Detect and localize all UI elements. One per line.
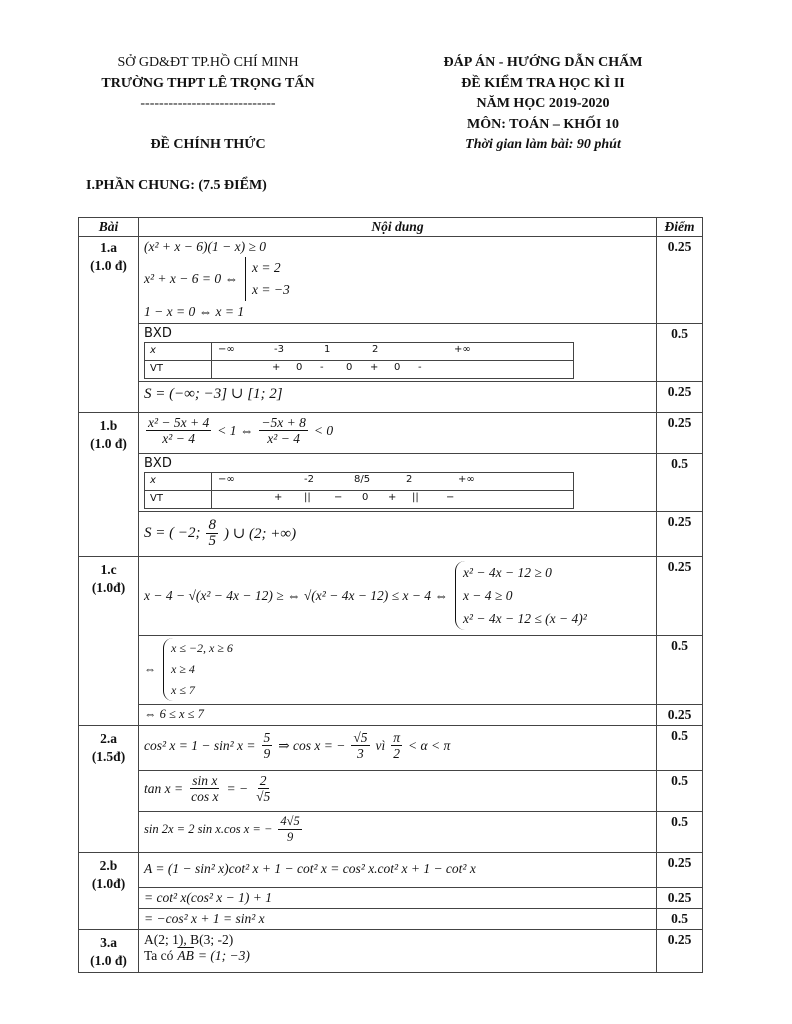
x-value: −∞: [218, 474, 235, 485]
header-right: [398, 53, 688, 156]
x-value: 2: [372, 344, 379, 355]
content-cell: [139, 909, 657, 930]
score-cell: 0.25: [657, 382, 703, 413]
question-label-3a: [79, 930, 139, 973]
sign-value: 0: [362, 492, 369, 503]
math-line: ⇔ 6 ≤ x ≤ 7: [144, 707, 204, 721]
x-value: +∞: [454, 344, 471, 355]
school-name: TRƯỜNG THPT LÊ TRỌNG TẤN: [101, 75, 315, 91]
math-line: = −cos² x + 1 = sin² x: [144, 911, 265, 926]
sign-value: -: [418, 362, 422, 373]
sign-table-x-label: x: [145, 343, 212, 361]
question-label-1c: [79, 557, 139, 726]
content-cell: [139, 726, 657, 771]
fraction-numerator: 8: [208, 517, 216, 533]
sign-table-label: BXD: [144, 326, 172, 341]
question-number: 1.a: [100, 240, 117, 255]
sign-value: −: [446, 492, 455, 503]
sign-table: [144, 342, 574, 379]
math-line: A = (1 − sin² x)cot² x + 1 − cot² x = cos² x.cot² x + 1 − cot² x: [144, 861, 476, 876]
score-cell: 0.25: [657, 512, 703, 557]
score-cell: 0.5: [657, 636, 703, 705]
table-row: [79, 237, 703, 324]
math-line: sin 2x = 2 sin x.cos x = −: [144, 822, 273, 836]
subject: MÔN: TOÁN – KHỐI 10: [467, 116, 619, 132]
score-cell: 0.5: [657, 909, 703, 930]
fraction-denominator: 3: [357, 746, 364, 761]
table-row: [79, 909, 703, 930]
question-label-1a: [79, 237, 139, 413]
table-row: [79, 771, 703, 812]
content-cell: [139, 930, 657, 973]
fraction-numerator: sin x: [192, 773, 218, 788]
content-cell: [139, 888, 657, 909]
fraction-numerator: π: [393, 730, 401, 745]
content-cell: [139, 557, 657, 636]
question-points: (1.0 đ): [90, 953, 127, 968]
fraction-denominator: 9: [286, 830, 294, 844]
fraction-denominator: x² − 4: [267, 431, 300, 446]
department-name: SỞ GD&ĐT TP.HỒ CHÍ MINH: [117, 55, 299, 70]
content-cell: [139, 413, 657, 454]
condition: x ≤ −2, x ≥ 6: [171, 641, 233, 655]
section-title: I.PHẦN CHUNG: (7.5 ĐIỂM): [86, 178, 267, 193]
table-row: [79, 557, 703, 636]
sign-value: 0: [296, 362, 303, 373]
school-year: NĂM HỌC 2019-2020: [476, 96, 610, 111]
question-points: (1.0 đ): [90, 258, 127, 273]
score-cell: 0.25: [657, 853, 703, 888]
table-row: [79, 726, 703, 771]
x-value: +∞: [458, 474, 475, 485]
vector-name: $\overline{AB}$: [177, 948, 194, 963]
table-row: [79, 454, 703, 512]
fraction-numerator: −5x + 8: [261, 415, 306, 430]
score-cell: 0.25: [657, 237, 703, 324]
content-cell: [139, 512, 657, 557]
fraction-numerator: x² − 5x + 4: [148, 415, 210, 430]
content-cell: [139, 636, 657, 705]
col-header-bai: Bài: [79, 218, 139, 237]
fraction-numerator: 2: [259, 773, 267, 788]
solution-set: ) ∪ (2; +∞): [223, 526, 297, 542]
table-row: [79, 324, 703, 382]
sign-value: ||: [412, 492, 419, 503]
fraction-denominator: 5: [208, 533, 216, 549]
score-cell: 0.5: [657, 324, 703, 382]
score-cell: 0.5: [657, 771, 703, 812]
condition: x ≥ 4: [171, 662, 195, 676]
math-line: < α < π: [408, 737, 451, 753]
math-operator: < 1 ⇔: [217, 422, 254, 438]
math-operator: < 0: [313, 422, 334, 438]
fraction-denominator: 2: [393, 746, 400, 761]
sign-table-vt-row: [212, 491, 574, 509]
x-value: 8/5: [354, 474, 371, 485]
solution-set: S = (−∞; −3] ∪ [1; 2]: [144, 386, 283, 402]
score-cell: 0.5: [657, 726, 703, 771]
table-row: [79, 382, 703, 413]
sign-value: 0: [346, 362, 353, 373]
exam-name: ĐỀ KIỂM TRA HỌC KÌ II: [461, 75, 625, 91]
content-cell: [139, 382, 657, 413]
table-row: [79, 930, 703, 973]
sign-table-vt-label: VT: [145, 491, 212, 509]
score-cell: 0.25: [657, 930, 703, 973]
sign-value: 0: [394, 362, 401, 373]
table-header-row: [79, 218, 703, 237]
col-header-diem: Điểm: [657, 218, 703, 237]
fraction-numerator: √5: [353, 730, 368, 745]
x-value: -2: [304, 474, 314, 485]
text-line: A(2; 1), B(3; -2): [144, 932, 234, 947]
fraction-denominator: √5: [256, 789, 271, 804]
fraction-denominator: x² − 4: [162, 431, 195, 446]
question-number: 1.b: [99, 418, 118, 433]
content-cell: [139, 853, 657, 888]
content-cell: [139, 705, 657, 726]
question-points: (1.0đ): [91, 580, 126, 595]
fraction-numerator: 5: [263, 730, 271, 745]
sign-table-x-row: [212, 473, 574, 491]
math-line: = (1; −3): [197, 948, 250, 963]
doc-title: ĐÁP ÁN - HƯỚNG DẪN CHẤM: [443, 55, 643, 70]
question-label-1b: [79, 413, 139, 557]
sign-table: [144, 472, 574, 509]
table-row: [79, 636, 703, 705]
x-value: -3: [274, 344, 284, 355]
math-line: 1 − x = 0 ⇔ x = 1: [144, 304, 245, 319]
official-label: ĐỀ CHÍNH THỨC: [150, 136, 266, 152]
sign-table-vt-row: [212, 361, 574, 379]
score-cell: 0.5: [657, 812, 703, 853]
score-cell: 0.25: [657, 557, 703, 636]
x-value: 1: [324, 344, 331, 355]
table-row: [79, 413, 703, 454]
sign-value: −: [334, 492, 343, 503]
sign-value: +: [388, 492, 397, 503]
root: x = −3: [252, 282, 290, 297]
score-cell: 0.5: [657, 454, 703, 512]
table-row: [79, 812, 703, 853]
solution-set: S = ( −2;: [144, 525, 201, 541]
content-cell: [139, 237, 657, 324]
question-points: (1.5đ): [91, 749, 126, 764]
question-number: 2.b: [99, 858, 118, 873]
sign-value: +: [272, 362, 281, 373]
sign-value: +: [274, 492, 283, 503]
question-label-2b: [79, 853, 139, 930]
condition: x² − 4x − 12 ≤ (x − 4)²: [462, 611, 587, 626]
condition: x ≤ 7: [171, 683, 195, 697]
question-points: (1.0đ): [91, 876, 126, 891]
header-divider: -----------------------------: [140, 96, 276, 111]
x-value: 2: [406, 474, 413, 485]
col-header-noidung: Nội dung: [139, 218, 657, 237]
question-number: 1.c: [100, 562, 117, 577]
fraction-denominator: cos x: [191, 789, 219, 804]
sign-table-vt-label: VT: [145, 361, 212, 379]
score-cell: 0.25: [657, 705, 703, 726]
x-value: −∞: [218, 344, 235, 355]
content-cell: [139, 771, 657, 812]
condition: x − 4 ≥ 0: [462, 588, 513, 603]
math-line: = cot² x(cos² x − 1) + 1: [144, 890, 273, 905]
root: x = 2: [252, 260, 281, 275]
content-cell: [139, 324, 657, 382]
math-line: cos² x = 1 − sin² x =: [144, 737, 256, 753]
question-points: (1.0 đ): [90, 436, 127, 451]
question-number: 3.a: [100, 935, 117, 950]
score-cell: 0.25: [657, 888, 703, 909]
equivalence-icon: ⇔: [144, 662, 156, 676]
math-line: = −: [226, 780, 249, 796]
table-row: [79, 705, 703, 726]
question-label-2a: [79, 726, 139, 853]
table-row: [79, 888, 703, 909]
math-line: vì: [375, 737, 386, 753]
math-line: tan x =: [144, 780, 184, 796]
content-cell: [139, 812, 657, 853]
sign-table-x-row: [212, 343, 574, 361]
fraction-denominator: 9: [263, 746, 271, 761]
math-line: (x² + x − 6)(1 − x) ≥ 0: [144, 239, 266, 254]
table-row: [79, 512, 703, 557]
header-left: [70, 53, 346, 155]
text-line: Ta có: [144, 948, 174, 963]
math-line: x − 4 − √(x² − 4x − 12) ≥ ⇔ √(x² − 4x − 12) ≤ x − 4 ⇔: [144, 587, 448, 603]
table-row: [79, 853, 703, 888]
score-cell: 0.25: [657, 413, 703, 454]
sign-value: +: [370, 362, 379, 373]
math-line: ⇒ cos x = −: [278, 737, 346, 753]
condition: x² − 4x − 12 ≥ 0: [462, 565, 552, 580]
duration: Thời gian làm bài: 90 phút: [465, 137, 621, 152]
math-line: x² + x − 6 = 0 ⇔: [144, 271, 238, 286]
content-cell: [139, 454, 657, 512]
sign-table-x-label: x: [145, 473, 212, 491]
question-number: 2.a: [100, 731, 117, 746]
answer-table: [78, 217, 703, 973]
sign-value: -: [320, 362, 324, 373]
fraction-numerator: 4√5: [280, 814, 300, 828]
sign-value: ||: [304, 492, 311, 503]
sign-table-label: BXD: [144, 456, 172, 471]
